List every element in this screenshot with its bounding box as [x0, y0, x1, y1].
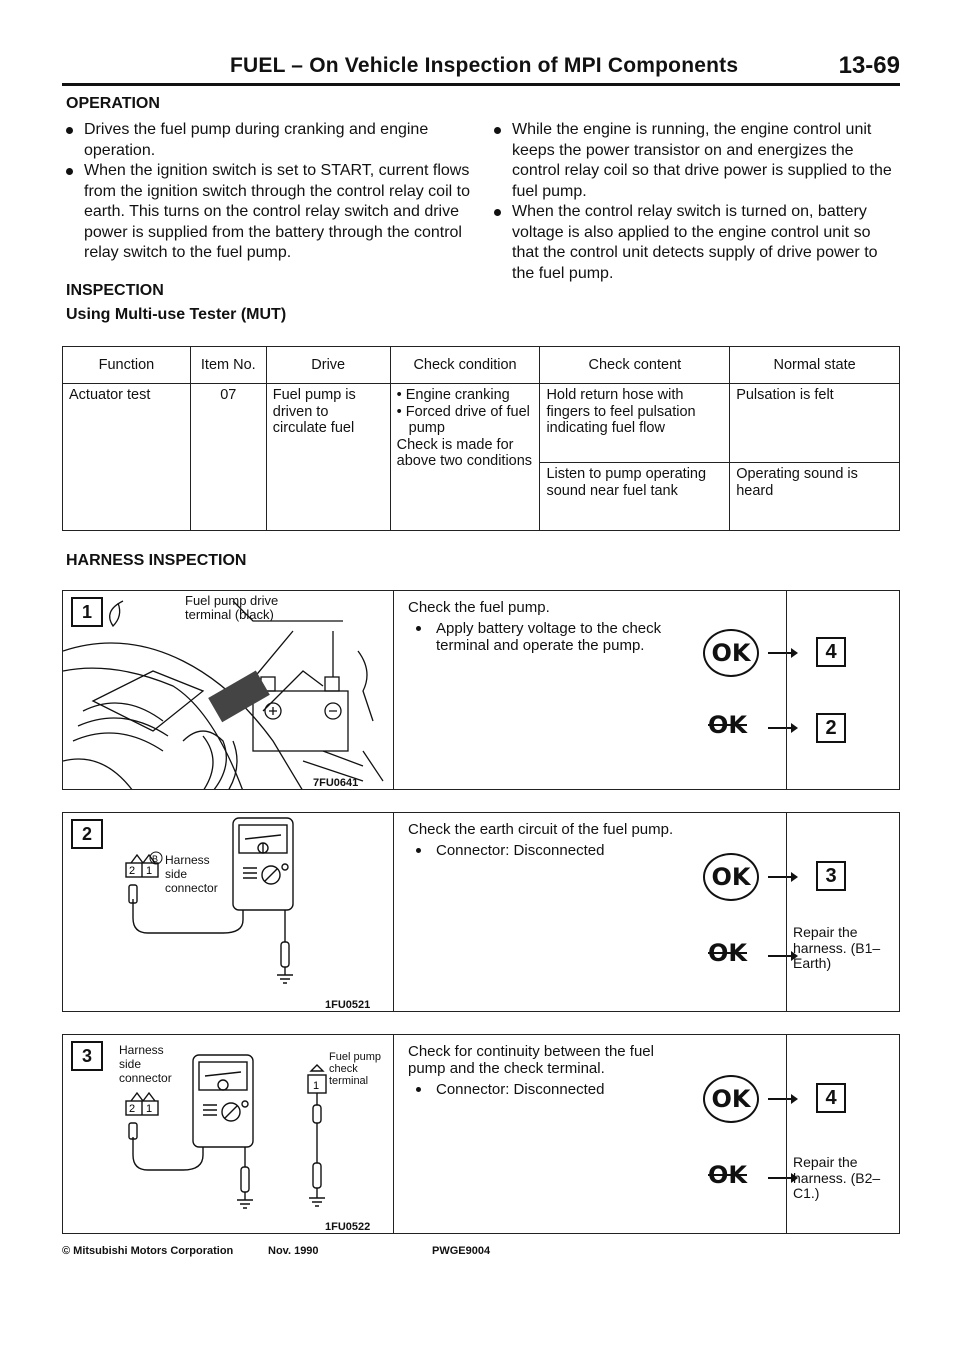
step-1-box: [62, 590, 900, 790]
figure-code: 1FU0522: [325, 1221, 371, 1233]
operation-bullet: Drives the fuel pump during cranking and engine operation.: [62, 120, 470, 161]
step-number: 2: [71, 819, 103, 849]
col-header: Item No.: [190, 347, 266, 384]
col-header: Function: [63, 347, 191, 384]
ohmmeter-diagram: [63, 813, 393, 1011]
check-bullet: Apply battery voltage to the check terminal and operate the pump.: [408, 620, 688, 654]
operation-bullet: When the control relay switch is turned on, battery voltage is also applied to the engine control unit so that the control unit detects supply of drive power to the fuel pump.: [490, 202, 900, 284]
check-bullet: Connector: Disconnected: [408, 842, 688, 859]
repair-note: Repair the harness. (B2–C1.): [793, 1154, 881, 1201]
col-header: Drive: [266, 347, 390, 384]
step-1-check: [408, 599, 688, 654]
cell-item-no: 07: [190, 384, 266, 531]
step-1-figure: [63, 591, 394, 789]
figure-code: 7FU0641: [313, 777, 359, 789]
inspection-heading: INSPECTION: [66, 282, 164, 299]
ok-badge: OK: [703, 853, 759, 901]
header-rule: [62, 83, 900, 86]
ok-badge: OK: [703, 629, 759, 677]
svg-text:2: 2: [129, 1103, 136, 1115]
step-2-box: [62, 812, 900, 1012]
col-header: Check condition: [390, 347, 540, 384]
operation-right-list: [490, 120, 900, 284]
repair-note: Repair the harness. (B1– Earth): [793, 924, 881, 971]
ok-goto-step: 4: [816, 1083, 846, 1113]
cell-function: Actuator test: [63, 384, 191, 531]
page-title: FUEL – On Vehicle Inspection of MPI Components: [230, 54, 739, 77]
footer-copyright: © Mitsubishi Motors Corporation: [62, 1245, 234, 1257]
cell-normal: Pulsation is felt: [730, 384, 900, 463]
step-3-box: [62, 1034, 900, 1234]
figure-code: 1FU0521: [325, 999, 371, 1011]
figure-label: Harness side connector: [165, 853, 218, 895]
step-number: 3: [71, 1041, 103, 1071]
cell-condition: [390, 384, 540, 531]
step-2-figure: [63, 813, 394, 1011]
harness-heading: HARNESS INSPECTION: [66, 552, 247, 569]
condition-text: Forced drive of fuel pump: [405, 403, 530, 436]
condition-note: Check is made for above two conditions: [396, 436, 533, 469]
result-column: [786, 813, 899, 1011]
check-text: Check the fuel pump.: [408, 599, 550, 616]
svg-text:1: 1: [313, 1080, 320, 1092]
condition-item: • Forced drive of fuel pump: [396, 403, 530, 436]
svg-text:B: B: [152, 854, 159, 864]
operation-left-list: [62, 120, 470, 264]
ng-badge: OK: [708, 939, 747, 967]
condition-text: Engine cranking: [405, 387, 510, 403]
operation-bullet: While the engine is running, the engine control unit keeps the power transistor on and energizes the control relay coil so that drive power is supplied to the fuel pump.: [490, 120, 900, 202]
svg-text:1: 1: [146, 865, 153, 877]
cell-normal: Operating sound is heard: [730, 463, 900, 531]
check-text: Check the earth circuit of the fuel pump.: [408, 821, 674, 838]
operation-heading: OPERATION: [66, 95, 160, 112]
ng-badge: OK: [708, 711, 747, 739]
figure-label: Fuel pump drive terminal (black): [185, 593, 279, 622]
ok-goto-step: 4: [816, 637, 846, 667]
ok-badge: OK: [703, 1075, 759, 1123]
result-column: [786, 1035, 899, 1233]
page-number: 13-69: [838, 52, 900, 79]
footer-code: PWGE9004: [432, 1245, 491, 1257]
result-column: [786, 591, 899, 789]
table-row: [63, 384, 900, 463]
cell-content: Listen to pump operating sound near fuel tank: [540, 463, 730, 531]
ok-goto-step: 3: [816, 861, 846, 891]
inspection-subheading: Using Multi-use Tester (MUT): [66, 306, 287, 323]
svg-text:2: 2: [129, 865, 136, 877]
cell-content: Hold return hose with fingers to feel pulsation indicating fuel flow: [540, 384, 730, 463]
condition-item: • Engine cranking: [396, 387, 510, 403]
step-2-check: [408, 821, 688, 859]
ng-goto-step: 2: [816, 713, 846, 743]
operation-bullet: When the ignition switch is set to START, current flows from the ignition switch through the control relay coil to earth. This turns on the control relay switch and drive power is supplied from the battery through the control relay switch to the fuel pump.: [62, 161, 470, 264]
figure-label: Harness side connector: [119, 1043, 172, 1085]
col-header: Check content: [540, 347, 730, 384]
cell-drive: Fuel pump is driven to circulate fuel: [266, 384, 390, 531]
check-bullet: Connector: Disconnected: [408, 1081, 688, 1098]
table-header-row: [63, 347, 900, 384]
step-3-figure: [63, 1035, 394, 1233]
ng-badge: OK: [708, 1161, 747, 1189]
step-number: 1: [71, 597, 103, 627]
step-3-check: [408, 1043, 688, 1098]
mut-table: [62, 346, 900, 531]
footer-date: Nov. 1990: [268, 1245, 319, 1257]
figure-label-2: Fuel pump check terminal: [329, 1051, 381, 1087]
svg-text:1: 1: [146, 1103, 153, 1115]
col-header: Normal state: [730, 347, 900, 384]
check-text: Check for continuity between the fuel pump and the check terminal.: [408, 1043, 654, 1077]
